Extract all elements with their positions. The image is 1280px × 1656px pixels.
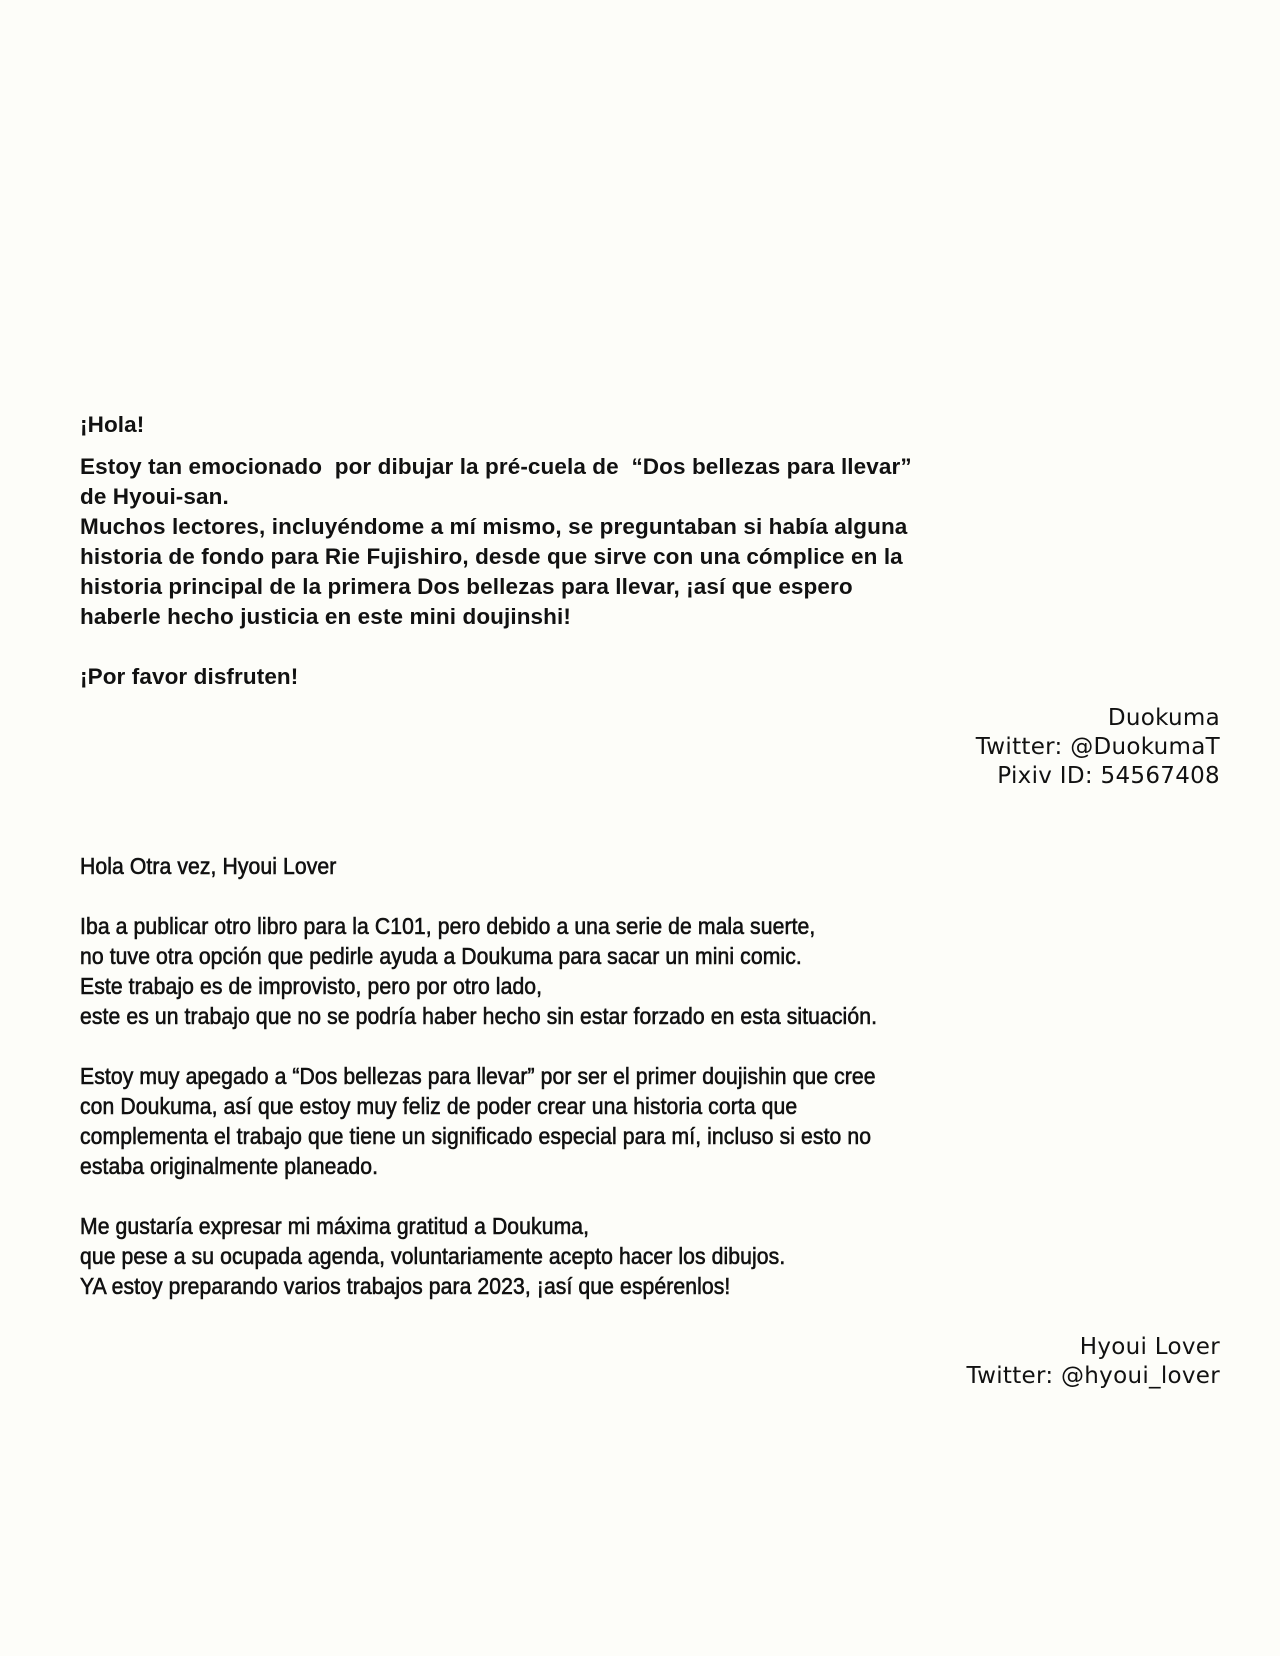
closing-line: ¡Por favor disfruten!	[80, 664, 299, 689]
text-line: Este trabajo es de improvisto, pero por otro lado,	[80, 973, 543, 999]
text-line: este es un trabajo que no se podría haber hecho sin estar forzado en esta situación.	[80, 1003, 878, 1029]
afterword-page	[80, 410, 1220, 1391]
body-paragraph	[80, 911, 1129, 1031]
duokuma-signature	[80, 704, 1220, 791]
pixiv-id: Pixiv ID: 54567408	[997, 763, 1220, 789]
text-line: haberle hecho justicia en este mini doujinshi!	[80, 604, 571, 629]
twitter-handle: Twitter: @hyoui_lover	[966, 1363, 1220, 1389]
text-line: YA estoy preparando varios trabajos para 2023, ¡así que espérenlos!	[80, 1273, 731, 1299]
author-name: Hyoui Lover	[1079, 1334, 1220, 1360]
twitter-handle: Twitter: @DuokumaT	[975, 734, 1220, 760]
duokuma-note	[80, 410, 1220, 692]
text-line: con Doukuma, así que estoy muy feliz de poder crear una historia corta que	[80, 1093, 798, 1119]
body-paragraph	[80, 452, 1220, 632]
text-line: de Hyoui-san.	[80, 484, 229, 509]
hyoui-note	[80, 851, 1220, 1301]
author-name: Duokuma	[1107, 705, 1220, 731]
text-line: Muchos lectores, incluyéndome a mí mismo, se preguntaban si había alguna	[80, 514, 908, 539]
text-line: Iba a publicar otro libro para la C101, pero debido a una serie de mala suerte,	[80, 913, 816, 939]
hyoui-signature	[80, 1333, 1220, 1391]
text-line: no tuve otra opción que pedirle ayuda a Doukuma para sacar un mini comic.	[80, 943, 802, 969]
text-line: Me gustaría expresar mi máxima gratitud a Doukuma,	[80, 1213, 590, 1239]
text-line: complementa el trabajo que tiene un significado especial para mí, incluso si esto no	[80, 1123, 872, 1149]
text-line: historia principal de la primera Dos bellezas para llevar, ¡así que espero	[80, 574, 853, 599]
body-paragraph	[80, 1061, 1129, 1181]
text-line: Estoy tan emocionado por dibujar la pré-cuela de “Dos bellezas para llevar”	[80, 454, 912, 479]
body-paragraph	[80, 1211, 1129, 1301]
text-line: Estoy muy apegado a “Dos bellezas para llevar” por ser el primer doujishin que cree	[80, 1063, 876, 1089]
greeting: ¡Hola!	[80, 412, 145, 437]
text-line: estaba originalmente planeado.	[80, 1153, 379, 1179]
greeting: Hola Otra vez, Hyoui Lover	[80, 853, 337, 879]
text-line: historia de fondo para Rie Fujishiro, desde que sirve con una cómplice en la	[80, 544, 903, 569]
text-line: que pese a su ocupada agenda, voluntariamente acepto hacer los dibujos.	[80, 1243, 786, 1269]
